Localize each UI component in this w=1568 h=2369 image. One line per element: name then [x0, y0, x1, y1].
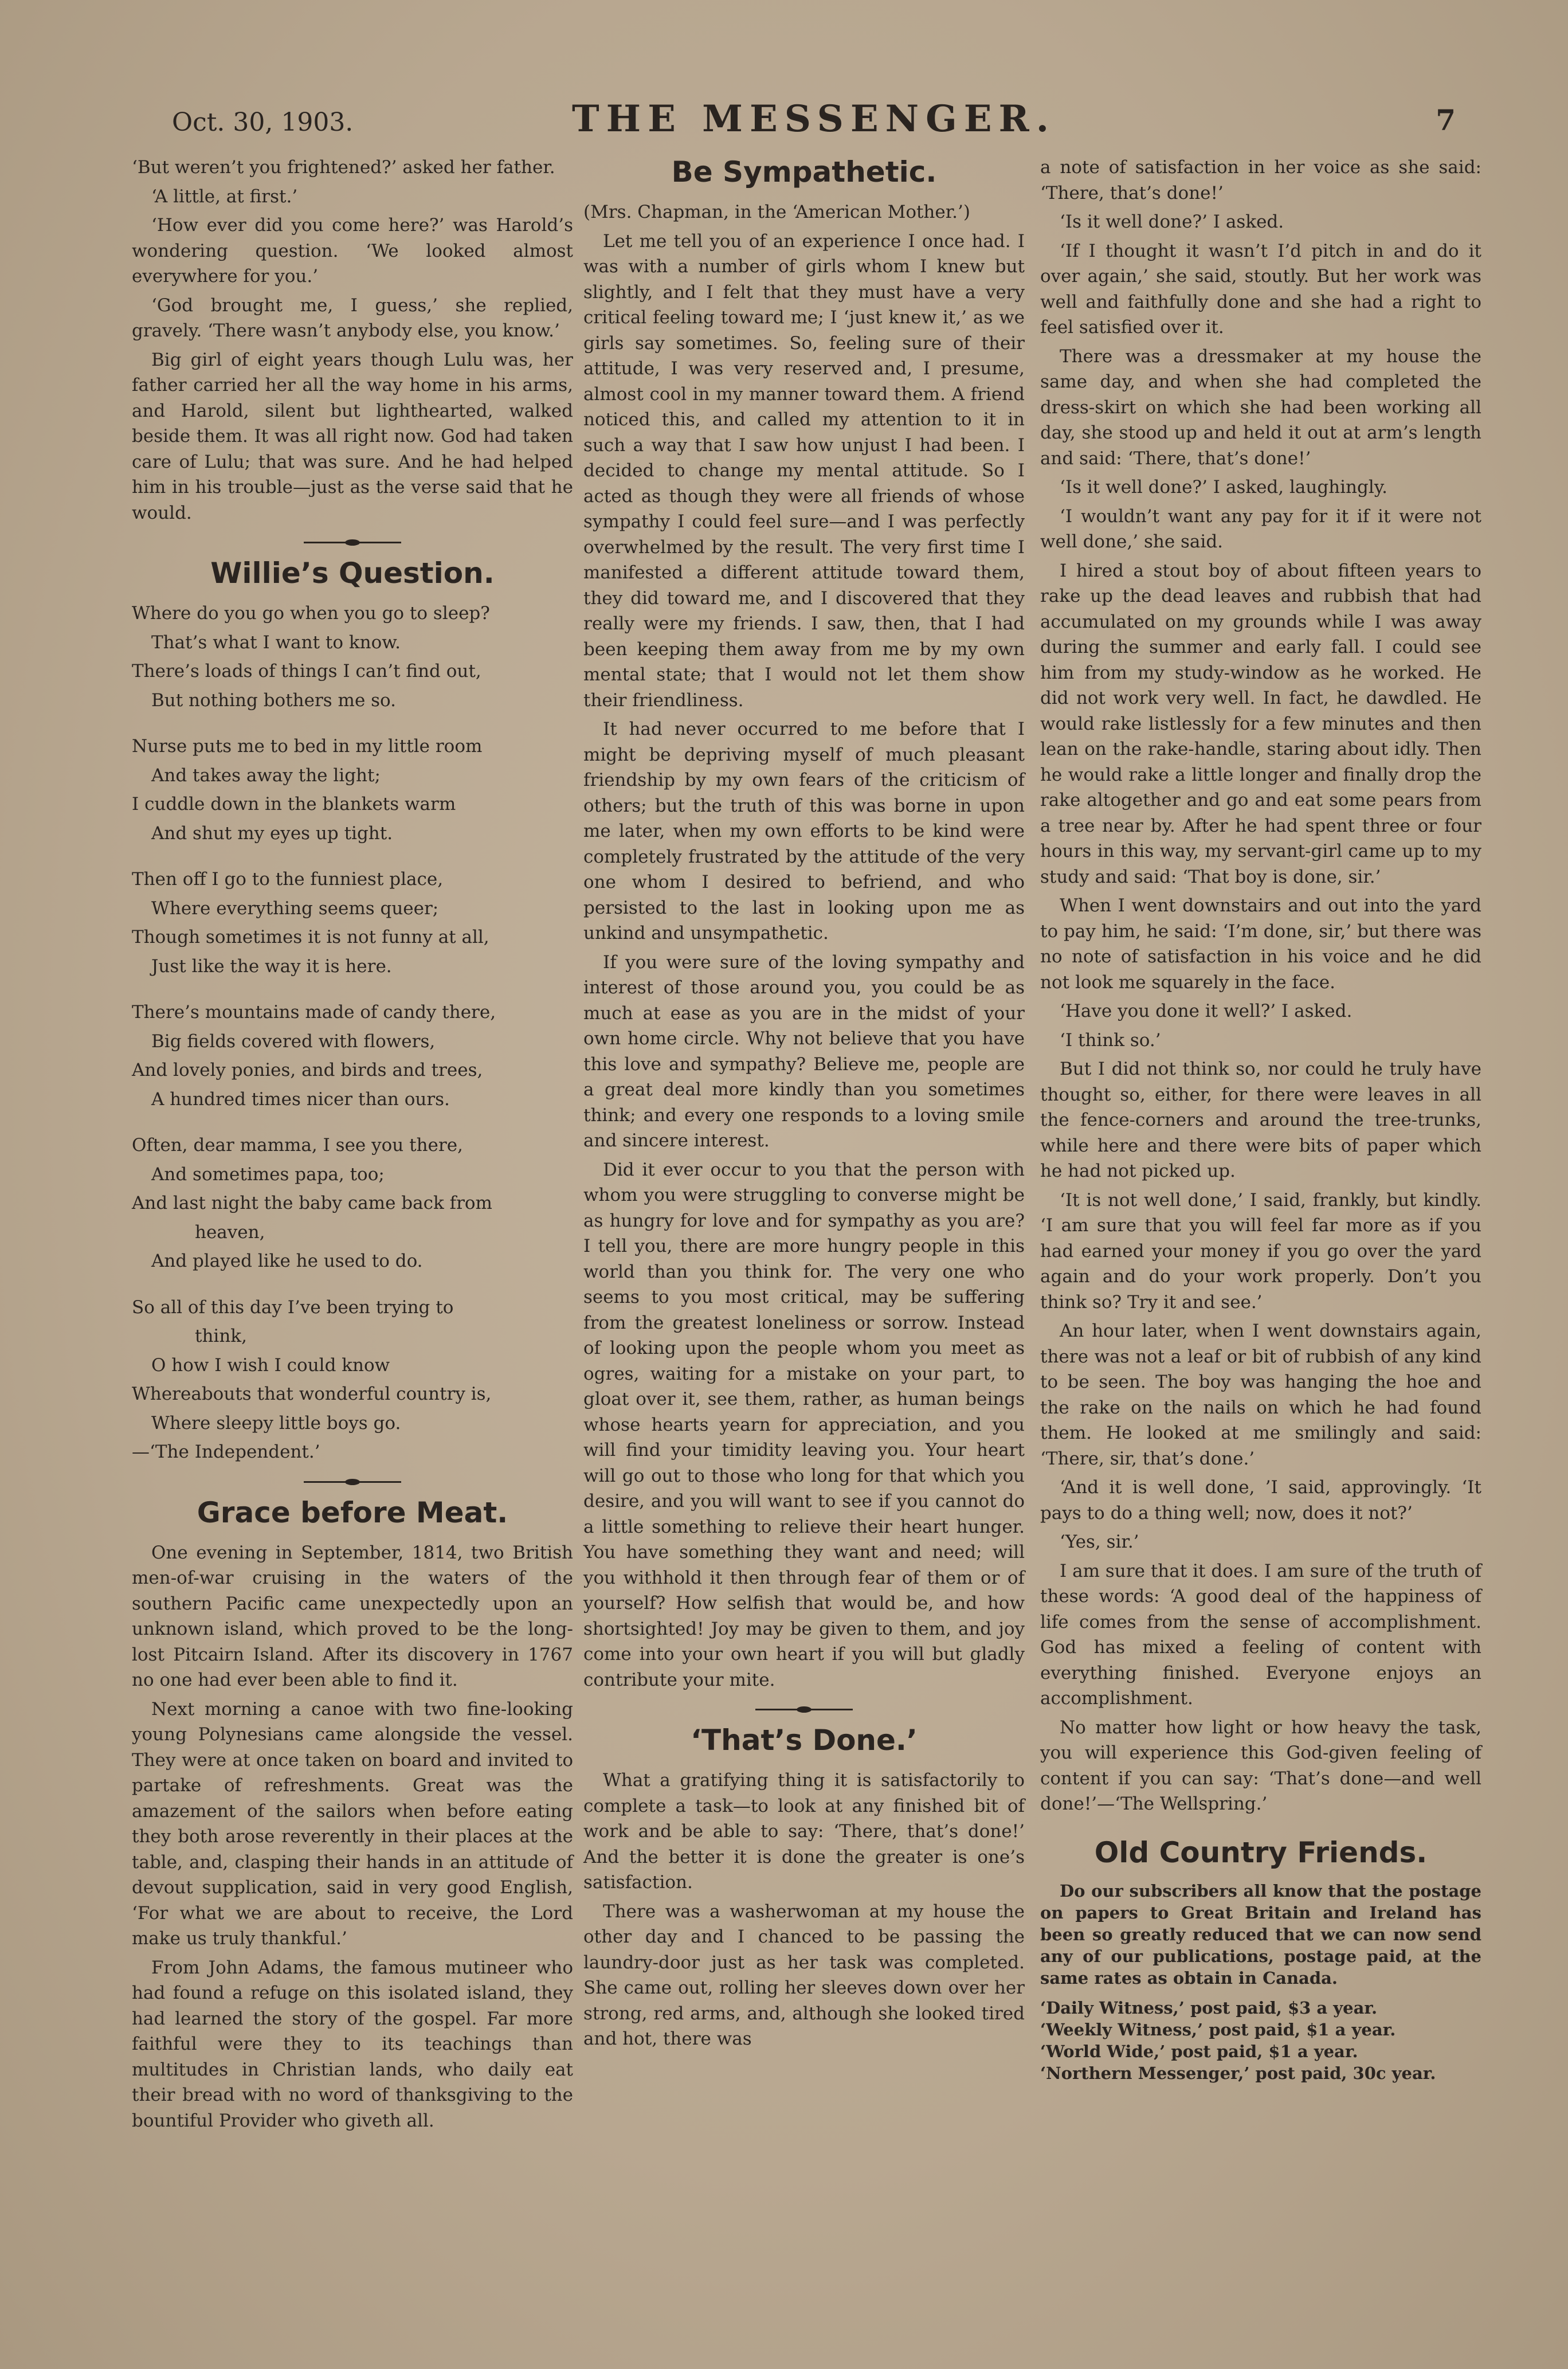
- poem-line: Where do you go when you go to sleep?: [132, 603, 490, 624]
- poem-line: think,: [195, 1326, 247, 1346]
- article-paragraph: Let me tell you of an experience I once had. I was with a number of girls whom I knew but slightly, and I felt that they must have a very critical feeling toward me; I ‘just knew it,’ as we girls say sometimes. So, feeling sure of their attitude, I was very reserved and, I presume, almost cool in my manner toward them. A friend noticed this, and called my attention to it in such a way that I saw how unjust I had been. I decided to change my mental attitude. So I acted as though they were all friends of whose sympathy I could feel sure—and I was perfectly overwhelmed by the result. The very first time I manifested a different attitude toward them, they did toward me, and I discovered that they really were my friends. I saw, then, that I had been keeping them away from me by my own mental state; that I would not let them show their friendliness.: [583, 230, 1025, 711]
- article-paragraph: ‘Is it well done?’ I asked.: [1060, 212, 1284, 232]
- story-paragraph: ‘God brought me, I guess,’ she replied, gravely. ‘There wasn’t anybody else, you know.’: [132, 295, 573, 341]
- poem-source: —‘The Independent.’: [132, 1442, 320, 1462]
- article-paragraph: No matter how light or how heavy the task, you will experience this God-given feeling of content if you can say: ‘That’s done—and well done!’—‘The Wellspring.’: [1040, 1717, 1481, 1814]
- poem-body: [132, 601, 573, 1465]
- article-title: Grace before Meat.: [197, 1495, 508, 1529]
- article-paragraph: One evening in September, 1814, two British men-of-war cruising in the waters of the southern Pacific came unexpectedly upon an unknown island, which proved to be the long-lost Pitcairn Island. After its discovery in 1767 no one had ever been able to find it.: [132, 1542, 573, 1690]
- poem-line: There’s mountains made of candy there,: [132, 1002, 496, 1023]
- poem-line: Then off I go to the funniest place,: [132, 869, 444, 890]
- article-paragraph: ‘If I thought it wasn’t I’d pitch in and do it over again,’ she said, stoutly. But her work was well and faithfully done and she had a right to feel satisfied over it.: [1040, 240, 1481, 338]
- poem-line: A hundred times nicer than ours.: [151, 1088, 450, 1110]
- poem-stanza: [132, 1133, 573, 1274]
- poem-line: Big fields covered with flowers,: [151, 1031, 436, 1052]
- poem-line: Just like the way it is here.: [151, 956, 392, 977]
- notice-text: Do our subscribers all know that the postage on papers to Great Britain and Ireland has been so greatly reduced that we can now send any of our publications, postage paid, at the same rates as obtain in Canada.: [1040, 1881, 1481, 1988]
- poem-line: And sometimes papa, too;: [151, 1164, 385, 1185]
- poem-line: Where sleepy little boys go.: [151, 1412, 401, 1434]
- notice-title: Old Country Friends.: [1094, 1835, 1428, 1869]
- story-paragraph: ‘How ever did you come here?’ was Harold’s wondering question. ‘We looked almost everywhere for you.’: [132, 215, 573, 287]
- article-paragraph: There was a washerwoman at my house the other day and I chanced to be passing the laundry-door just as her task was completed. She came out, rolling her sleeves down over her strong, red arms, and, although she looked tired and hot, there was: [583, 1901, 1025, 2049]
- article-paragraph: ‘I wouldn’t want any pay for it if it were not well done,’ she said.: [1040, 506, 1481, 552]
- section-divider: [304, 1481, 401, 1483]
- poem-line: That’s what I want to know.: [151, 632, 401, 653]
- poem-stanza: [132, 867, 573, 979]
- column-1: [132, 155, 573, 2137]
- story-paragraph: Big girl of eight years though Lulu was, her father carried her all the way home in his arms, and Harold, silent but lighthearted, walked beside them. It was all right now. God had taken care of Lulu; that was sure. And he had helped him in his trouble—just as the verse said that he would.: [132, 349, 573, 523]
- poem-line: Often, dear mamma, I see you there,: [132, 1135, 463, 1156]
- page-number: 7: [1436, 103, 1456, 137]
- article-paragraph: ‘I think so.’: [1060, 1029, 1161, 1051]
- article-paragraph: Next morning a canoe with two fine-looking young Polynesians came alongside the vessel. They were at once taken on board and invited to partake of refreshments. Great was the amazement of the sailors when before eating they both arose reverently in their places at the table, and, clasping their hands in an attitude of devout supplication, said in very good English, ‘For what we are about to receive, the Lord make us truly thankful.’: [132, 1698, 573, 1949]
- poem-title: Willie’s Question.: [210, 557, 495, 590]
- article-paragraph: ‘Yes, sir.’: [1060, 1532, 1139, 1552]
- poem-line: And takes away the light;: [151, 765, 381, 786]
- poem-line: There’s loads of things I can’t find out,: [132, 661, 481, 682]
- subscription-notice: [1040, 1835, 1481, 2084]
- article-paragraph: When I went downstairs and out into the yard to pay him, he said: ‘I’m done, sir,’ but there was no note of satisfaction in his voice and he did not look me squarely in the face.: [1040, 895, 1481, 993]
- poem-line: heaven,: [195, 1221, 265, 1243]
- section-divider: [755, 1709, 853, 1710]
- story-paragraph: ‘But weren’t you frightened?’ asked her father.: [132, 157, 555, 178]
- poem-line: And played like he used to do.: [151, 1251, 423, 1271]
- column-2: [583, 155, 1025, 2055]
- price-line: ‘Weekly Witness,’ post paid, $1 a year.: [1040, 2019, 1396, 2039]
- page-header: [172, 97, 1456, 149]
- price-line: ‘Northern Messenger,’ post paid, 30c year.: [1040, 2063, 1436, 2083]
- poem-line: O how I wish I could know: [151, 1354, 390, 1376]
- article-paragraph: I hired a stout boy of about fifteen years to rake up the dead leaves and rubbish that had accumulated on my grounds while I was away during the summer and early fall. I could see him from my study-window as he worked. He did not work very well. In fact, he dawdled. He would rake listlessly for a few minutes and then lean on the rake-handle, staring about idly. Then he would rake a little longer and finally drop the rake altogether and go and eat some pears from a tree near by. After he had spent three or four hours in this way, my servant-girl came up to my study and said: ‘That boy is done, sir.’: [1040, 560, 1481, 887]
- article-paragraph: If you were sure of the loving sympathy and interest of those around you, you could be as much at ease as you are in the midst of your own home circle. Why not believe that you have this love and sympathy? Believe me, people are a great deal more kindly than you sometimes think; and every one responds to a loving smile and sincere interest.: [583, 951, 1025, 1151]
- article-paragraph: Did it ever occur to you that the person with whom you were struggling to converse might be as hungry for love and for sympathy as you are? I tell you, there are more hungry people in this world than you think for. The very one who seems to you most critical, may be suffering from the greatest loneliness or sorrow. Instead of looking upon the people whom you meet as ogres, waiting for a mistake on your part, to gloat over it, see them, rather, as human beings whose hearts yearn for appreciation, and you will find your timidity leaving you. Your heart will go out to those who long for that which you desire, and you will want to see if you cannot do a little something to relieve their heart hunger. You have something they want and need; will you withhold it then through fear of them or of yourself? How selfish that would be, and how shortsighted! Joy may be given to them, and joy come into your own heart if you will but gladly contribute your mite.: [583, 1159, 1025, 1690]
- price-line: ‘Daily Witness,’ post paid, $3 a year.: [1040, 1998, 1378, 2018]
- poem-line: I cuddle down in the blankets warm: [132, 794, 456, 815]
- poem-line: And shut my eyes up tight.: [151, 823, 393, 844]
- poem-stanza: [132, 601, 573, 713]
- article-paragraph: But I did not think so, nor could he truly have thought so, either, for there were leaves in all the fence-corners and around the tree-trunks, while here and there were bits of paper which he had not picked up.: [1040, 1059, 1481, 1181]
- poem-line: Where everything seems queer;: [151, 898, 439, 919]
- article-paragraph: ‘Is it well done?’ I asked, laughingly.: [1060, 477, 1388, 498]
- article-paragraph: An hour later, when I went downstairs again, there was not a leaf or bit of rubbish of any kind to be seen. The boy was hanging the hoe and the rake on the nails on which he had found them. He looked at me smilingly and said: ‘There, sir, that’s done.’: [1040, 1321, 1481, 1469]
- article-paragraph: ‘It is not well done,’ I said, frankly, but kindly. ‘I am sure that you will feel far more as if you had earned your money if you go over the yard again and do your work properly. Don’t you think so? Try it and see.’: [1040, 1189, 1481, 1313]
- article-paragraph: It had never occurred to me before that I might be depriving myself of much pleasant friendship by my own fears of the criticism of others; but the truth of this was borne in upon me later, when my own efforts to be kind were completely frustrated by the attitude of the very one whom I desired to befriend, and who persisted to the last in looking upon me as unkind and unsympathetic.: [583, 719, 1025, 943]
- masthead-title: THE MESSENGER.: [572, 97, 1056, 140]
- price-line: ‘World Wide,’ post paid, $1 a year.: [1040, 2041, 1358, 2061]
- article-byline: (Mrs. Chapman, in the ‘American Mother.’): [583, 202, 970, 222]
- poem-line: So all of this day I’ve been trying to: [132, 1297, 454, 1318]
- poem-stanza: [132, 1000, 573, 1112]
- story-paragraph: ‘A little, at first.’: [151, 186, 298, 207]
- article-paragraph: There was a dressmaker at my house the same day, and when she had completed the dress-skirt on which she had been working all day, she stood up and held it out at arm’s length and said: ‘There, that’s done!’: [1040, 346, 1481, 469]
- poem-stanza: [132, 734, 573, 846]
- poem-stanza: [132, 1295, 573, 1436]
- section-divider: [304, 542, 401, 543]
- article-title: ‘That’s Done.’: [691, 1724, 918, 1757]
- article-paragraph: I am sure that it does. I am sure of the truth of these words: ‘A good deal of the happiness of life comes from the sense of accomplishment. God has mixed a feeling of content with everything finished. Everyone enjoys an accomplishment.: [1040, 1560, 1481, 1709]
- article-paragraph: From John Adams, the famous mutineer who had found a refuge on this isolated island, they had learned the story of the gospel. Far more faithful were they to its teachings than multitudes in Christian lands, who daily eat their bread with no word of thanksgiving to the bountiful Provider who giveth all.: [132, 1957, 573, 2131]
- column-3: [1040, 155, 1481, 2084]
- poem-line: Though sometimes it is not funny at all,: [132, 927, 489, 947]
- article-title: Be Sympathetic.: [671, 155, 937, 189]
- article-paragraph: a note of satisfaction in her voice as she said: ‘There, that’s done!’: [1040, 157, 1481, 203]
- article-paragraph: ‘Have you done it well?’ I asked.: [1060, 1001, 1353, 1021]
- article-paragraph: ‘And it is well done, ’I said, approvingly. ‘It pays to do a thing well; now, does it not?’: [1040, 1477, 1481, 1524]
- poem-line: Nurse puts me to bed in my little room: [132, 736, 483, 757]
- article-paragraph: What a gratifying thing it is satisfactorily to complete a task—to look at any finished bit of work and be able to say: ‘There, that’s done!’ And the better it is done the greater is one’s satisfaction.: [583, 1770, 1025, 1893]
- poem-line: Whereabouts that wonderful country is,: [132, 1384, 492, 1404]
- issue-date: Oct. 30, 1903.: [172, 108, 354, 137]
- poem-line: And last night the baby came back from: [132, 1193, 492, 1213]
- poem-line: And lovely ponies, and birds and trees,: [132, 1060, 483, 1080]
- poem-line: But nothing bothers me so.: [151, 690, 397, 711]
